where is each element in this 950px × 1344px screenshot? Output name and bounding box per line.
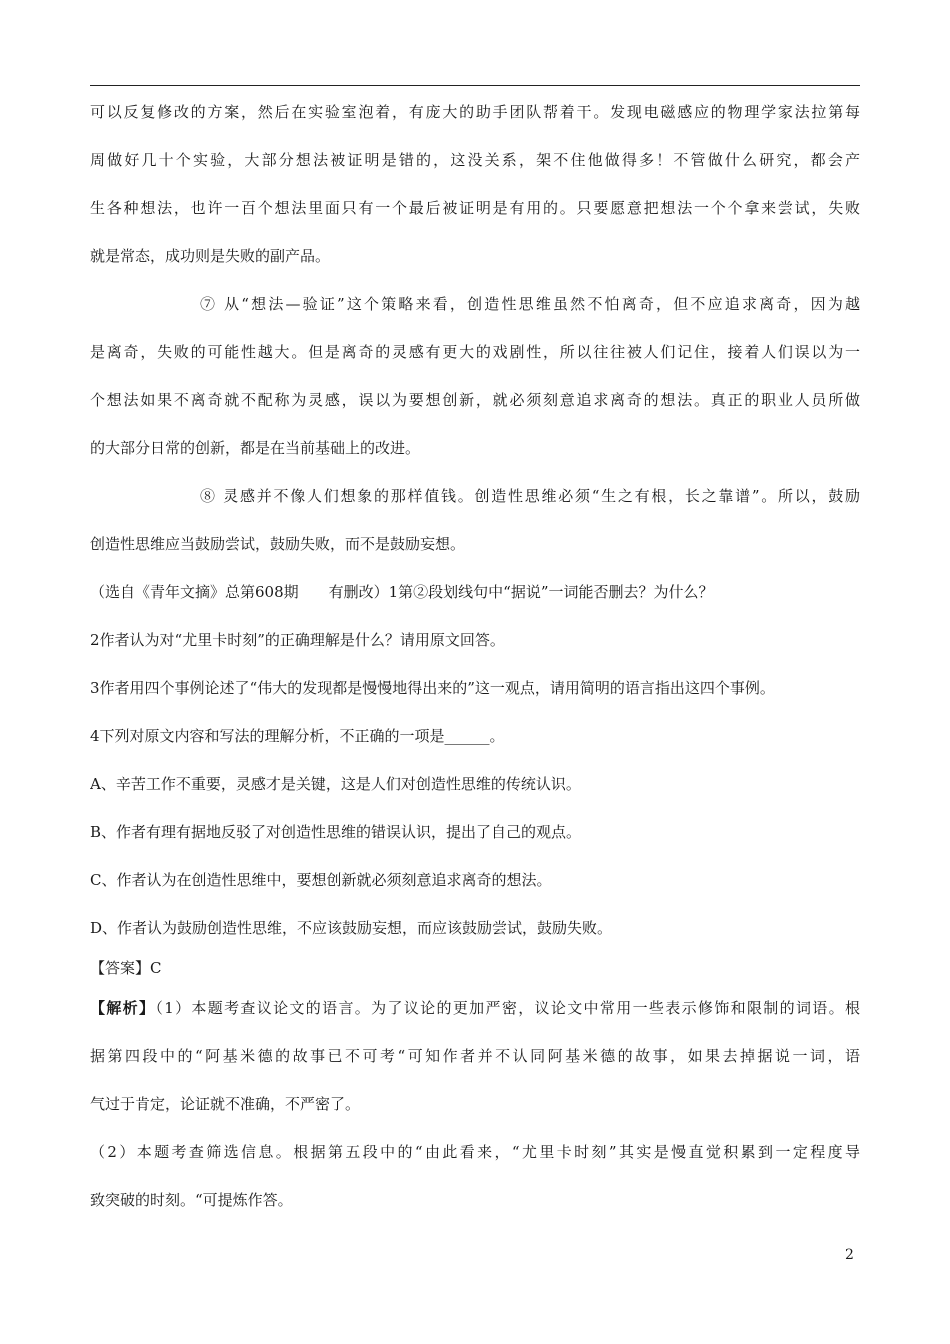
paragraph-8-start: ⑧ 灵感并不像人们想象的那样值钱。创造性思维必须“生之有根，长之靠谱”。所以，鼓励 bbox=[200, 487, 860, 505]
source-and-question-1: （选自《青年文摘》总第608期 有删改）1第②段划线句中“据说”一词能否删去？为什么？ bbox=[90, 583, 714, 601]
text-line: 气过于肯定，论证就不准确，不严密了。 bbox=[90, 1095, 361, 1113]
text-line: 创造性思维应当鼓励尝试，鼓励失败，而不是鼓励妄想。 bbox=[90, 535, 466, 553]
answer-label: 【答案】C bbox=[90, 959, 162, 977]
option-c: C、作者认为在创造性思维中，要想创新就必须刻意追求离奇的想法。 bbox=[90, 871, 552, 889]
text-line: 据第四段中的“阿基米德的故事已不可考“可知作者并不认同阿基米德的故事，如果去掉据说一词，语 bbox=[90, 1047, 860, 1065]
text-line: 致突破的时刻。“可提炼作答。 bbox=[90, 1191, 293, 1209]
option-b: B、作者有理有据地反驳了对创造性思维的错误认识，提出了自己的观点。 bbox=[90, 823, 582, 841]
text-line: 是离奇，失败的可能性越大。但是离奇的灵感有更大的戏剧性，所以往往被人们记住，接着人们误以为一 bbox=[90, 343, 860, 361]
question-4: 4下列对原文内容和写法的理解分析，不正确的一项是______。 bbox=[90, 727, 505, 745]
text-line: 可以反复修改的方案，然后在实验室泡着，有庞大的助手团队帮着干。发现电磁感应的物理学家法拉第每 bbox=[90, 103, 860, 121]
text-line: （2）本题考查筛选信息。根据第五段中的“由此看来，“尤里卡时刻”其实是慢直觉积累到一定程度导 bbox=[90, 1143, 860, 1161]
text-line: 的大部分日常的创新，都是在当前基础上的改进。 bbox=[90, 439, 421, 457]
analysis-label: 【解析】 bbox=[90, 999, 156, 1017]
option-d: D、作者认为鼓励创造性思维，不应该鼓励妄想，而应该鼓励尝试，鼓励失败。 bbox=[90, 919, 613, 937]
question-2: 2作者认为对“尤里卡时刻”的正确理解是什么？请用原文回答。 bbox=[90, 631, 505, 649]
text-line: 个想法如果不离奇就不配称为灵感，误以为要想创新，就必须刻意追求离奇的想法。真正的职业人员所做 bbox=[90, 391, 860, 409]
header-rule bbox=[90, 85, 860, 86]
text-line: 生各种想法，也许一百个想法里面只有一个最后被证明是有用的。只要愿意把想法一个个拿来尝试，失败 bbox=[90, 199, 860, 217]
analysis-line bbox=[90, 998, 860, 1018]
text-line: 就是常态，成功则是失败的副产品。 bbox=[90, 247, 331, 265]
question-3: 3作者用四个事例论述了“伟大的发现都是慢慢地得出来的”这一观点，请用简明的语言指出这四个事例。 bbox=[90, 679, 775, 697]
analysis-text: （1）本题考查议论文的语言。为了议论的更加严密，议论文中常用一些表示修饰和限制的词语。根 bbox=[155, 999, 860, 1017]
page-number: 2 bbox=[845, 1247, 854, 1263]
option-a: A、辛苦工作不重要，灵感才是关键，这是人们对创造性思维的传统认识。 bbox=[90, 775, 581, 793]
text-line: 周做好几十个实验，大部分想法被证明是错的，这没关系，架不住他做得多！不管做什么研究，都会产 bbox=[90, 151, 860, 169]
paragraph-7-start: ⑦ 从“想法—验证”这个策略来看，创造性思维虽然不怕离奇，但不应追求离奇，因为越 bbox=[200, 295, 860, 313]
